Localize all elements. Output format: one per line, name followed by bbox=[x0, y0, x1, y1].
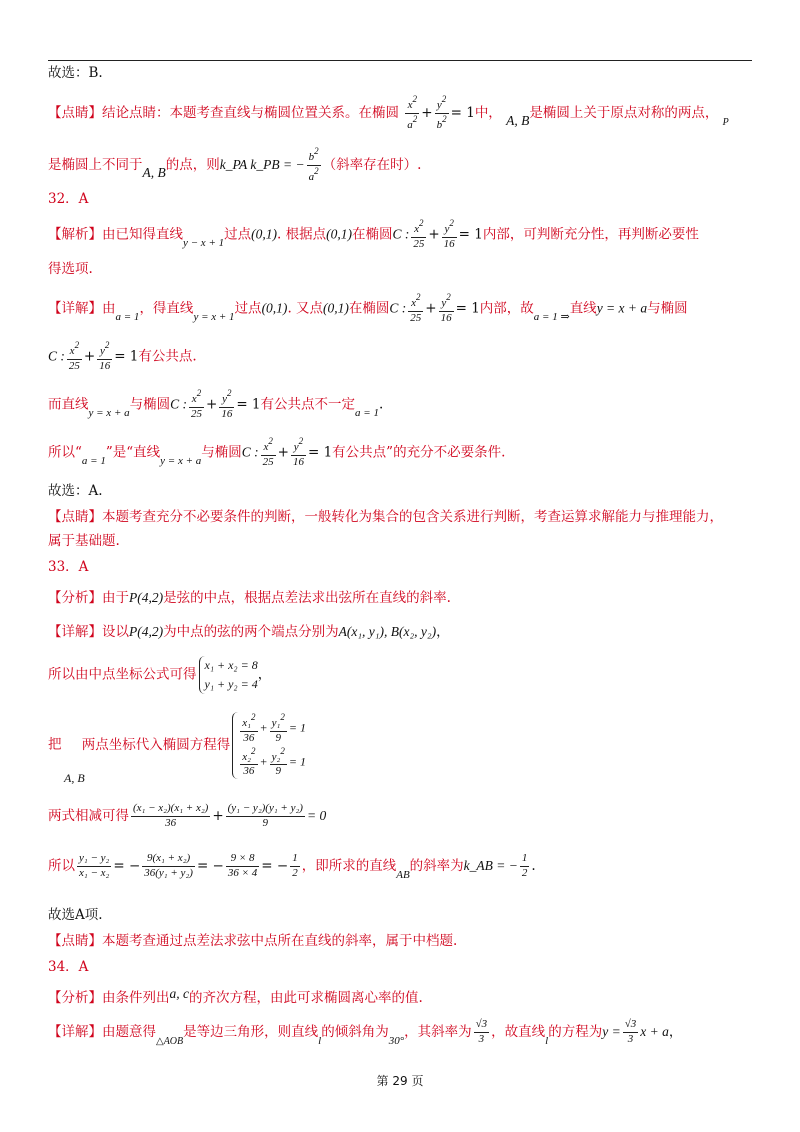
line-8: C : $\frac{x^2}{25}$ + $\frac{y^2}{16}$ = 1有公共点. bbox=[48, 340, 197, 372]
frac-y2b2: $\frac{y^2}{b^2}$ bbox=[436, 94, 447, 131]
line-11: 故选：A. bbox=[48, 483, 103, 499]
line-2: 【点睛】结论点睛：本题考查直线与椭圆位置关系。在椭圆 $\frac{x^2}{a^2}$ + $\frac{y^2}{b^2}$ = 1中， A, B是椭圆上关于原点对称的两点， P bbox=[48, 94, 729, 131]
line-21: 故选A项. bbox=[48, 907, 103, 923]
line-5: 【解析】由已知得直线y − x + 1过点(0,1). 根据点(0,1)在椭圆C : $\frac{x^2}{25}$ + $\frac{y^2}{16}$ = 1内部，可判断充分性，再判断必要性 bbox=[48, 218, 699, 250]
line-16: 【详解】设以P(4,2)为中点的弦的两个端点分别为A(x₁, y₁), B(x₂, y₂)， bbox=[48, 624, 450, 640]
line-18: 把 A, B 两点坐标代入椭圆方程得 $\frac{x_1^2}{36}$ + $\frac{y_1^2}{9}$ = 1 $\frac{x_2^2}{36}$ + $\frac{y_2^2}{9}$ = 1 bbox=[48, 712, 306, 785]
question-34: 34．A bbox=[48, 959, 89, 975]
line-9: 而直线y = x + a与椭圆C : $\frac{x^2}{25}$ + $\frac{y^2}{16}$ = 1有公共点不一定a = 1. bbox=[48, 388, 384, 420]
line-19: 两式相减可得 $\frac{\text{(x₁ − x₂)(x₁ + x₂)}}{36}$ + $\frac{\text{(y₁ − y₂)(y₁ + y₂)}}{9}$ = 0 bbox=[48, 802, 327, 829]
line-25: 【详解】由题意得△AOB是等边三角形，则直线l的倾斜角为30°，其斜率为 $\frac{√3}{3}$ ，故直线l的方程为y = $\frac{√3}{3}$ x + a， bbox=[48, 1018, 683, 1047]
ellipse-system: $\frac{x_1^2}{36}$ + $\frac{y_1^2}{9}$ = 1 $\frac{x_2^2}{36}$ + $\frac{y_2^2}{9}$ = 1 bbox=[232, 712, 306, 779]
line-17: 所以由中点坐标公式可得 x₁ + x₂ = 8 y₁ + y₂ = 4 ， bbox=[48, 656, 752, 694]
page-number: 第 29 页 bbox=[376, 1074, 424, 1088]
question-33: 33．A bbox=[48, 559, 89, 575]
frac-x2a2: $\frac{x^2}{a^2}$ bbox=[407, 94, 418, 131]
tag-dianjing: 【点睛】 bbox=[48, 104, 102, 121]
line-7: 【详解】由a = 1，得直线y = x + 1过点(0,1). 又点(0,1)在椭圆C : $\frac{x^2}{25}$ + $\frac{y^2}{16}$ = 1内部，故a = 1 ⇒直线y = x + a与椭圆 bbox=[48, 292, 688, 324]
line-15: 【分析】由于P(4,2)是弦的中点，根据点差法求出弦所在直线的斜率. bbox=[48, 590, 451, 606]
line-24: 【分析】由条件列出a, c的齐次方程，由此可求椭圆离心率的值. bbox=[48, 986, 423, 1006]
line-1: 故选：B. bbox=[48, 65, 103, 81]
midpoint-system: x₁ + x₂ = 8 y₁ + y₂ = 4 bbox=[199, 656, 258, 694]
line-20: 所以 $\frac{\text{y₁ − y₂}}{\text{x₁ − x₂}}$ = − $\frac{\text{9(x₁ + x₂)}}{\text{36(y₁ + y₂)}}$ = − $\frac{9 \times 8}{36 \times 4}$ = − $\frac{1}{2}$ ，即所求的直线AB的斜率为k_AB = − $\frac{1}{2}$ . bbox=[48, 852, 536, 881]
header-rule bbox=[48, 60, 752, 61]
line-13: 属于基础题. bbox=[48, 533, 120, 549]
line-3: 是椭圆上不同于A, B的点，则k_PA k_PB = − $\frac{b^2}{a^2}$ （斜率存在时）. bbox=[48, 146, 422, 183]
question-32: 32．A bbox=[48, 191, 89, 207]
line-10: 所以“a = 1”是“直线y = x + a与椭圆C : $\frac{x^2}{25}$ + $\frac{y^2}{16}$ = 1有公共点”的充分不必要条件. bbox=[48, 436, 506, 468]
frac-b2a2: $\frac{b^2}{a^2}$ bbox=[308, 146, 319, 183]
line-22: 【点睛】本题考查通过点差法求弦中点所在直线的斜率，属于中档题. bbox=[48, 933, 458, 949]
line-6: 得选项. bbox=[48, 261, 93, 277]
line-12: 【点睛】本题考查充分不必要条件的判断，一般转化为集合的包含关系进行判断，考查运算求解能力与推理能力， bbox=[48, 509, 723, 525]
